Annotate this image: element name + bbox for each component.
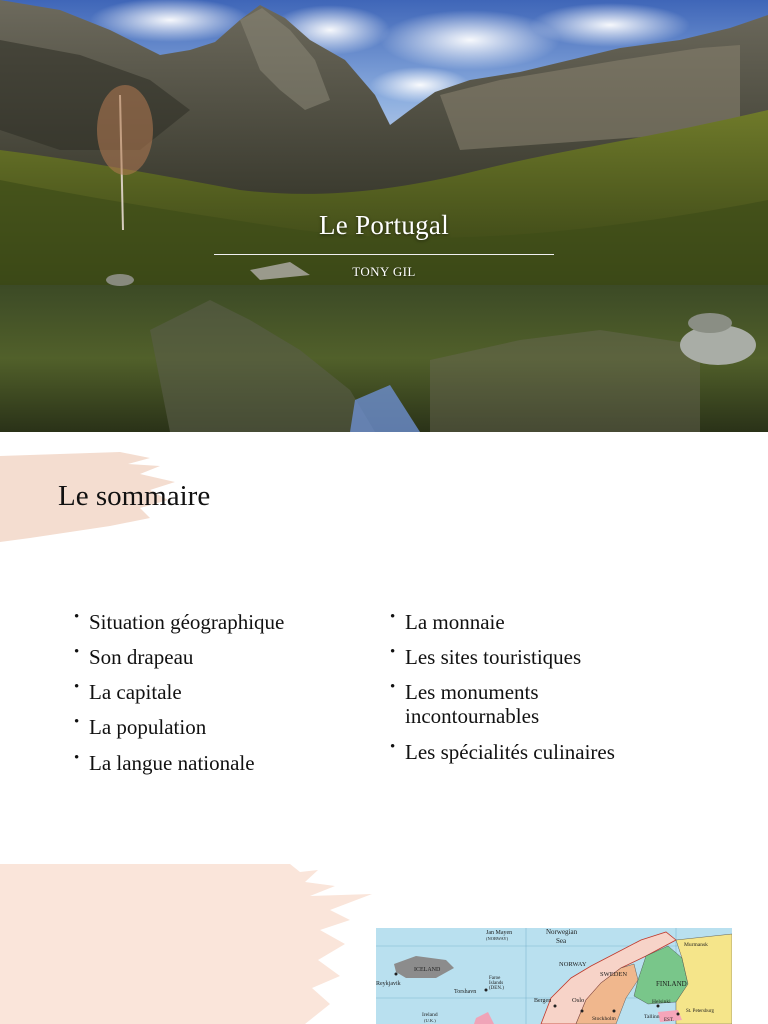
map-label: Murmansk (684, 942, 708, 948)
list-item: • La capitale (74, 679, 182, 705)
brush-stroke-decoration (0, 864, 380, 1024)
summary-slide (0, 432, 768, 864)
list-item: • Les sites touristiques (390, 644, 582, 670)
list-item: • Situation géographique (74, 609, 285, 634)
map-label: EST. (664, 1018, 674, 1023)
list-item: • Les monuments incontournables (390, 679, 540, 729)
map-label: Oslo (572, 997, 585, 1004)
map-label: Sea (556, 937, 567, 945)
map-label: FINLAND (656, 980, 687, 988)
map-label: NORWAY (559, 961, 587, 968)
list-item: • Son drapeau (74, 644, 194, 670)
map-label: Norwegian (546, 928, 578, 936)
list-item: • La langue nationale (74, 749, 255, 775)
list-item: • Les spécialités culinaires (390, 738, 615, 764)
map-label: Faroe (489, 976, 501, 981)
map-label: Helsinki (652, 999, 671, 1005)
map-label: (DEN.) (489, 986, 504, 991)
title-divider (214, 254, 554, 255)
map-slide (0, 864, 768, 1024)
author-name: TONY GIL (352, 264, 416, 279)
map-label: Torshavn (454, 989, 477, 995)
map-label: (NORWAY) (486, 936, 509, 941)
map-label: St. Petersburg (686, 1009, 714, 1014)
list-item: • La monnaie (390, 609, 505, 634)
list-item: • La population (74, 714, 207, 740)
map-label: Tallinn (644, 1014, 660, 1020)
map-label: Reykjavik (376, 981, 401, 987)
map-label: Ireland (422, 1012, 438, 1018)
summary-heading: Le sommaire (58, 480, 211, 512)
map-label: (U.K.) (424, 1018, 436, 1023)
map-label: Jan Mayen (486, 930, 513, 936)
presentation-title: Le Portugal (318, 210, 450, 240)
map-label: Islands (489, 981, 504, 986)
summary-list-left (74, 610, 364, 786)
map-label: ICELAND (414, 967, 441, 973)
europe-map (376, 928, 732, 1024)
summary-list-right (390, 610, 730, 775)
map-label: SWEDEN (600, 971, 628, 978)
title-slide (0, 0, 768, 432)
map-label: Stockholm (592, 1016, 616, 1022)
map-label: Bergen (534, 998, 552, 1004)
